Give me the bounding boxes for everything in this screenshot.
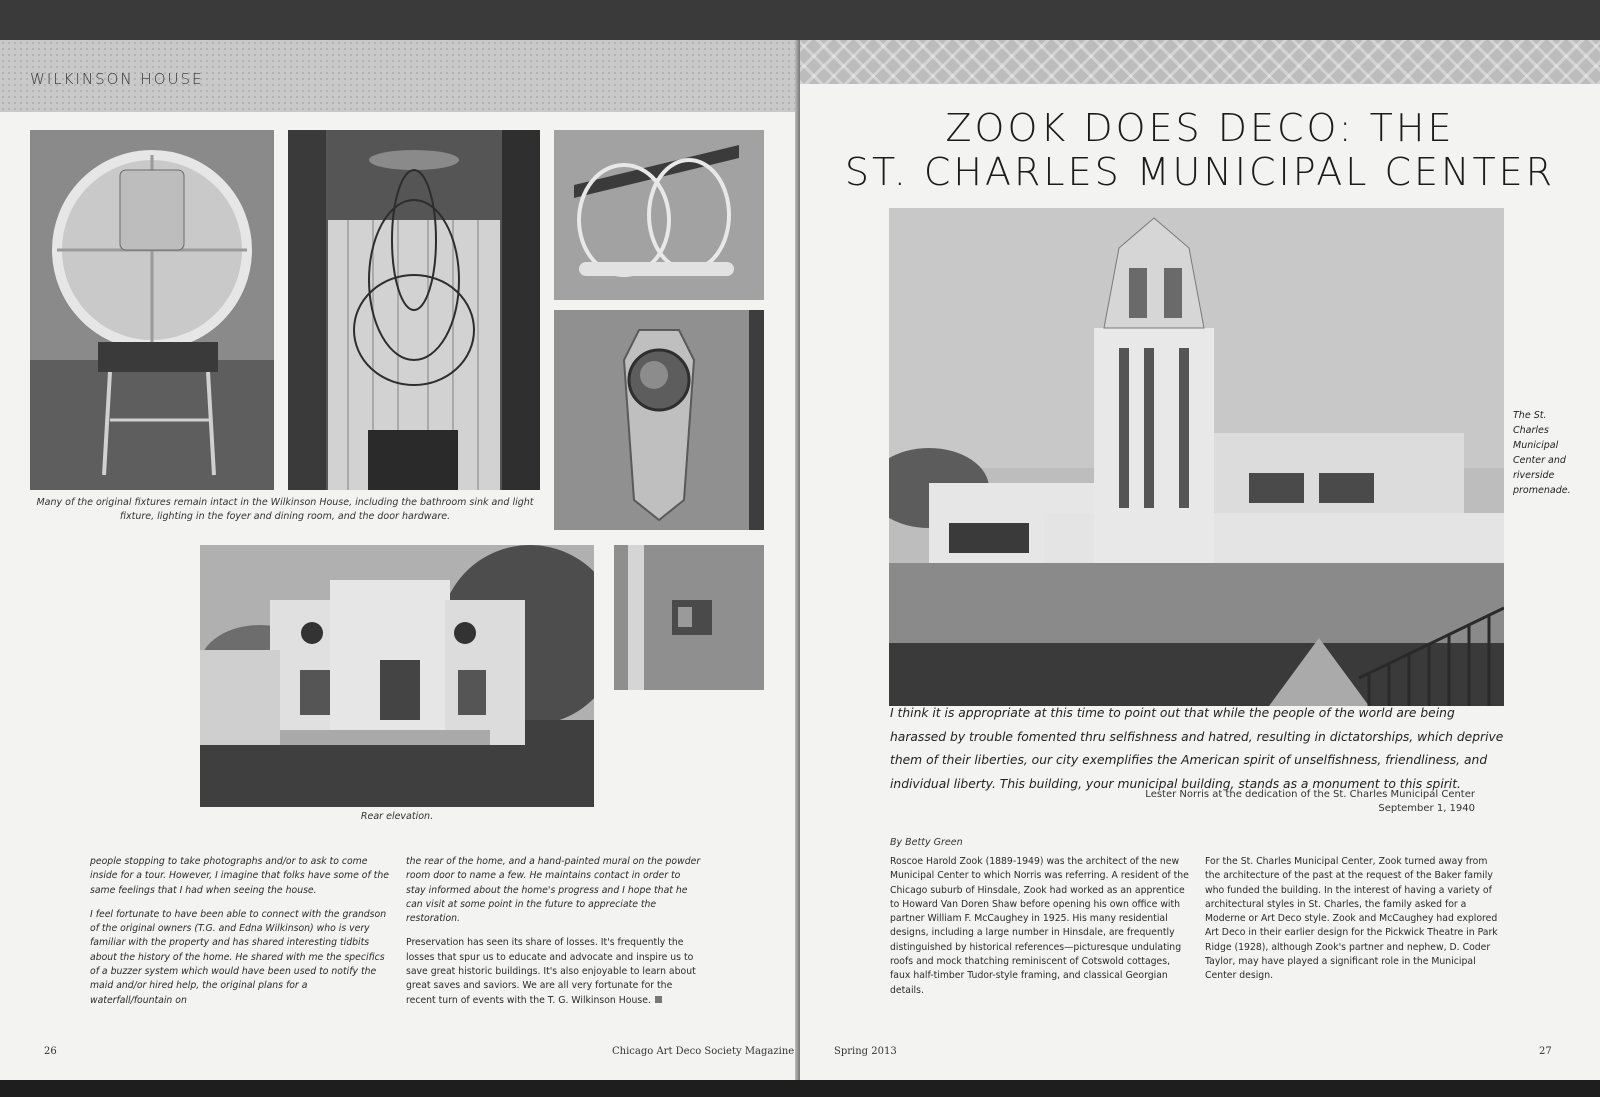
- left-column-2: [406, 855, 702, 1018]
- photo-bathroom-sink: [30, 130, 274, 490]
- page-number: 26: [44, 1046, 57, 1057]
- photo-municipal-center: [889, 208, 1504, 706]
- header-band: [800, 40, 1600, 84]
- photo-foyer-chandelier: [288, 130, 540, 490]
- rear-caption: Rear elevation.: [360, 811, 434, 822]
- headline-line-1: ZOOK DOES DECO: THE: [945, 106, 1455, 150]
- paragraph: [406, 936, 702, 1007]
- pull-quote: I think it is appropriate at this time to point out that while the people of the world are being harassed by trouble fomented thru selfishness and hatred, resulting in dictatorships, which deprive them of their liberties, our city exemplifies the American spirit of unselfishness, friendliness, and individual liberty. This building, your municipal building, stands as a monument to this spirit.: [890, 706, 1504, 791]
- right-page: [800, 40, 1600, 1080]
- paragraph: the rear of the home, and a hand-painted mural on the powder room door to name a few. He maintains contact in order to stay informed about the home's progress and I hope that he can visit at some point in the future to appreciate the restoration.: [406, 856, 701, 925]
- paragraph-text: Preservation has seen its share of losses. It's frequently the losses that spur us to educate and advocate and inspire us to save great historic buildings. It's also enjoyable to learn about great saves and saviors. We are all very fortunate for the recent turn of events with the T. G. Wilkinson House.: [406, 937, 696, 1006]
- scan-background-bottom: [0, 1080, 1600, 1097]
- photo-switch-plate: [614, 545, 764, 690]
- headline-line-2: ST. CHARLES MUNICIPAL CENTER: [844, 150, 1556, 194]
- scan-background-top: [0, 0, 1600, 40]
- photo-caption: The St. Charles Municipal Center and riverside promenade.: [1513, 410, 1571, 496]
- page-number: 27: [1539, 1046, 1552, 1057]
- magazine-name: Chicago Art Deco Society Magazine: [612, 1046, 795, 1057]
- right-column-1: [890, 855, 1190, 1008]
- quote-attribution: Lester Norris at the dedication of the St. Charles Municipal Center: [1145, 789, 1475, 800]
- fixtures-caption: Many of the original fixtures remain intact in the Wilkinson House, including the bathroom sink and light fixture, lighting in the foyer and dining room, and the door hardware.: [36, 497, 534, 522]
- photo-rear-elevation: [200, 545, 594, 807]
- left-column-1: [90, 855, 390, 1018]
- paragraph: For the St. Charles Municipal Center, Zook turned away from the architecture of the past at the request of the Baker family who funded the building. In the interest of having a variety of architectural styles in St. Charles, the family asked for a Moderne or Art Deco style. Zook and McCaughey had explored Art Deco in their earlier design for the Pickwick Theatre in Park Ridge (1928), although Zook's partner and nephew, D. Coder Taylor, may have played a significant role in the Municipal Center design.: [1205, 856, 1498, 982]
- paragraph: people stopping to take photographs and/or to ask to come inside for a tour. However, I imagine that folks have some of the same feelings that I had when seeing the house.: [90, 856, 389, 896]
- quote-date: September 1, 1940: [1378, 803, 1475, 814]
- section-label: WILKINSON HOUSE: [30, 70, 204, 88]
- left-page: [0, 40, 798, 1080]
- end-mark-icon: [655, 996, 662, 1003]
- right-column-2: [1205, 855, 1505, 994]
- paragraph: I feel fortunate to have been able to connect with the grandson of the original owners (T.G. and Edna Wilkinson) who is very familiar with the property and has shared interesting tidbits about the history of the home. He shared with me the specifics of a buzzer system which would have been used to notify the maid and/or hired help, the original plans for a waterfall/fountain on: [90, 908, 387, 1006]
- paragraph: Roscoe Harold Zook (1889-1949) was the architect of the new Municipal Center to which Norris was referring. A resident of the Chicago suburb of Hinsdale, Zook had worked as an apprentice to Howard Van Doren Shaw before opening his own office with partner William F. McCaughey in 1925. His many residential designs, including a large number in Hinsdale, are frequently distinguished by historical references—picturesque undulating roofs and mock thatching reminiscent of Cotswold cottages, faux half-timber Tudor-style framing, and classical Georgian details.: [890, 856, 1189, 996]
- photo-dining-light: [554, 130, 764, 300]
- byline: By Betty Green: [890, 837, 963, 848]
- photo-door-hardware: [554, 310, 764, 530]
- issue-label: Spring 2013: [834, 1046, 897, 1057]
